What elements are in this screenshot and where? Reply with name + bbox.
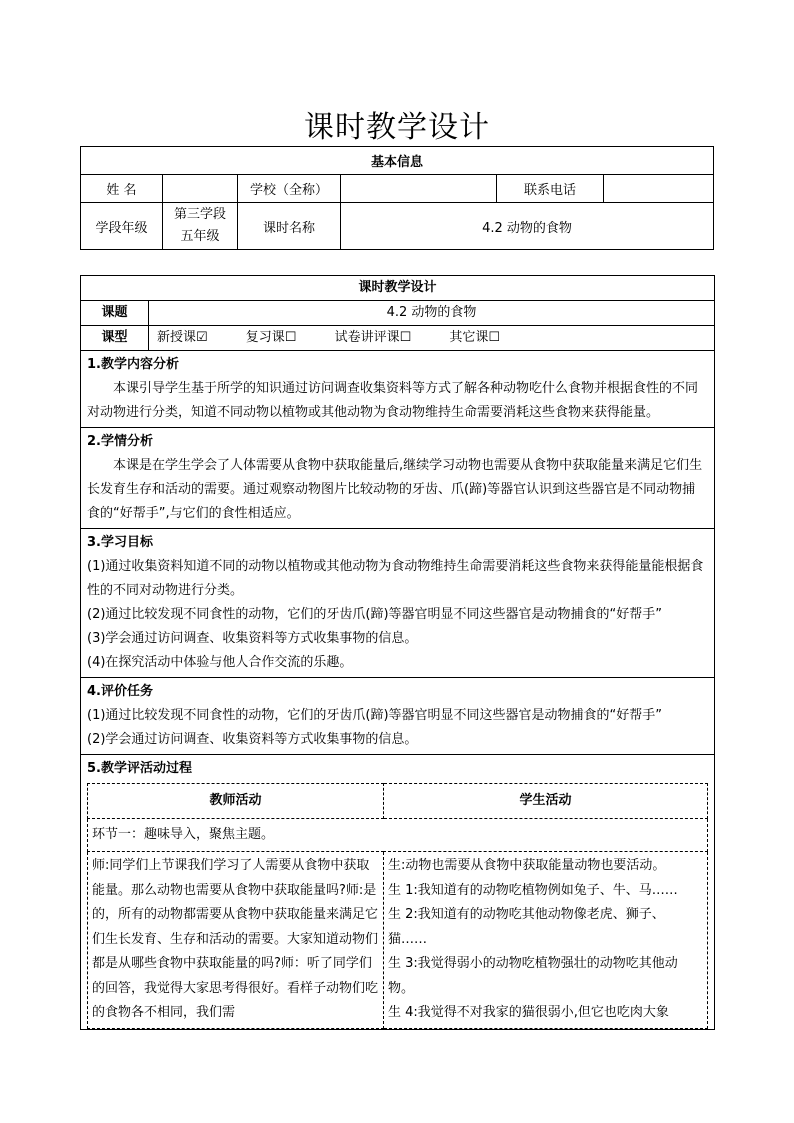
type-option-other[interactable]: 其它课☐ xyxy=(449,330,501,345)
section-content-analysis xyxy=(81,351,715,428)
section-evaluation xyxy=(81,678,715,755)
type-option-new[interactable]: 新授课☑ xyxy=(157,330,208,345)
lesson-value: 4.2 动物的食物 xyxy=(341,203,714,250)
evaluation-item: (1)通过比较发现不同食性的动物，它们的牙齿爪(蹄)等器官明显不同这些器官是动物捕食的“好帮手” xyxy=(87,708,663,723)
objective-item: (4)在探究活动中体验与他人合作交流的乐趣。 xyxy=(87,655,353,670)
objective-item: (2)通过比较发现不同食性的动物，它们的牙齿爪(蹄)等器官明显不同这些器官是动物捕食的“好帮手” xyxy=(87,607,663,622)
activity-table xyxy=(87,783,708,1029)
evaluation-item: (2)学会通过访问调查、收集资料等方式收集事物的信息。 xyxy=(87,732,418,747)
student-line: 生:动物也需要从食物中获取能量动物也要活动。 xyxy=(388,858,666,873)
objective-item: (1)通过收集资料知道不同的动物以植物或其他动物为食动物维持生命需要消耗这些食物来获得能量能根据食性的不同对动物进行分类。 xyxy=(87,559,704,598)
student-activity-header: 学生活动 xyxy=(384,784,708,819)
type-options xyxy=(149,326,715,351)
type-option-review[interactable]: 复习课☐ xyxy=(245,330,297,345)
lesson-label: 课时名称 xyxy=(238,203,341,250)
section-objectives xyxy=(81,529,715,678)
basic-info-table xyxy=(80,146,714,250)
school-label: 学校（全称） xyxy=(238,175,341,203)
section-2-text: 本课是在学生学会了人体需要从食物中获取能量后,继续学习动物也需要从食物中获取能量来满足它们生长发育生存和活动的需要。通过观察动物图片比较动物的牙齿、爪(蹄)等器官认识到这些器官是不同动物捕食的“好帮手”,与它们的食性相适应。 xyxy=(87,458,703,521)
design-heading: 课时教学设计 xyxy=(81,276,715,301)
grade-label: 学段年级 xyxy=(81,203,163,250)
student-activity-cell xyxy=(384,852,708,1029)
page-title: 课时教学设计 xyxy=(304,110,490,145)
stage-1-title: 环节一：趣味导入，聚焦主题。 xyxy=(88,819,708,852)
topic-value: 4.2 动物的食物 xyxy=(149,301,715,326)
student-line: 生 4:我觉得不对我家的猫很弱小,但它也吃肉大象 xyxy=(388,1005,669,1020)
section-3-title: 3.学习目标 xyxy=(87,535,153,550)
section-4-title: 4.评价任务 xyxy=(87,684,153,699)
phone-label: 联系电话 xyxy=(497,175,604,203)
grade-line2: 五年级 xyxy=(180,229,220,244)
grade-line1: 第三学段 xyxy=(173,207,226,222)
student-line: 生 1:我知道有的动物吃植物例如兔子、牛、马…… xyxy=(388,882,678,898)
grade-value xyxy=(163,203,238,250)
teacher-activity-text: 师:同学们上节课我们学习了人需要从食物中获取能量。那么动物也需要从食物中获取能量吗?师:是的，所有的动物都需要从食物中获取能量来满足它们生长发育、生存和活动的需要。大家知道动物们都是从哪些食物中获取能量的吗?师：听了同学们的回答，我觉得大家思考得很好。看样子动物们吃的食物各不相同，我们需 xyxy=(88,852,384,1029)
section-process xyxy=(81,755,715,1030)
topic-label: 课题 xyxy=(81,301,149,326)
objective-item: (3)学会通过访问调查、收集资料等方式收集事物的信息。 xyxy=(87,631,418,646)
student-line: 生 2:我知道有的动物吃其他动物像老虎、狮子、猫…… xyxy=(388,907,665,947)
section-1-text: 本课引导学生基于所学的知识通过访问调查收集资料等方式了解各种动物吃什么食物并根据食性的不同对动物进行分类，知道不同动物以植物或其他动物为食动物维持生命需要消耗这些食物来获得能量。 xyxy=(87,381,699,420)
name-label: 姓 名 xyxy=(81,175,163,203)
section-2-title: 2.学情分析 xyxy=(87,434,153,449)
student-line: 生 3:我觉得弱小的动物吃植物强壮的动物吃其他动物。 xyxy=(388,956,678,996)
name-value[interactable] xyxy=(163,175,238,203)
section-1-title: 1.教学内容分析 xyxy=(87,357,179,372)
design-table xyxy=(80,275,715,1030)
school-value[interactable] xyxy=(341,175,497,203)
phone-value[interactable] xyxy=(604,175,714,203)
teacher-activity-header: 教师活动 xyxy=(88,784,384,819)
section-learner-analysis xyxy=(81,428,715,529)
section-5-title: 5.教学评活动过程 xyxy=(87,761,192,776)
type-label: 课型 xyxy=(81,326,149,351)
type-option-exam[interactable]: 试卷讲评课☐ xyxy=(334,330,412,345)
basic-info-heading: 基本信息 xyxy=(81,147,714,175)
